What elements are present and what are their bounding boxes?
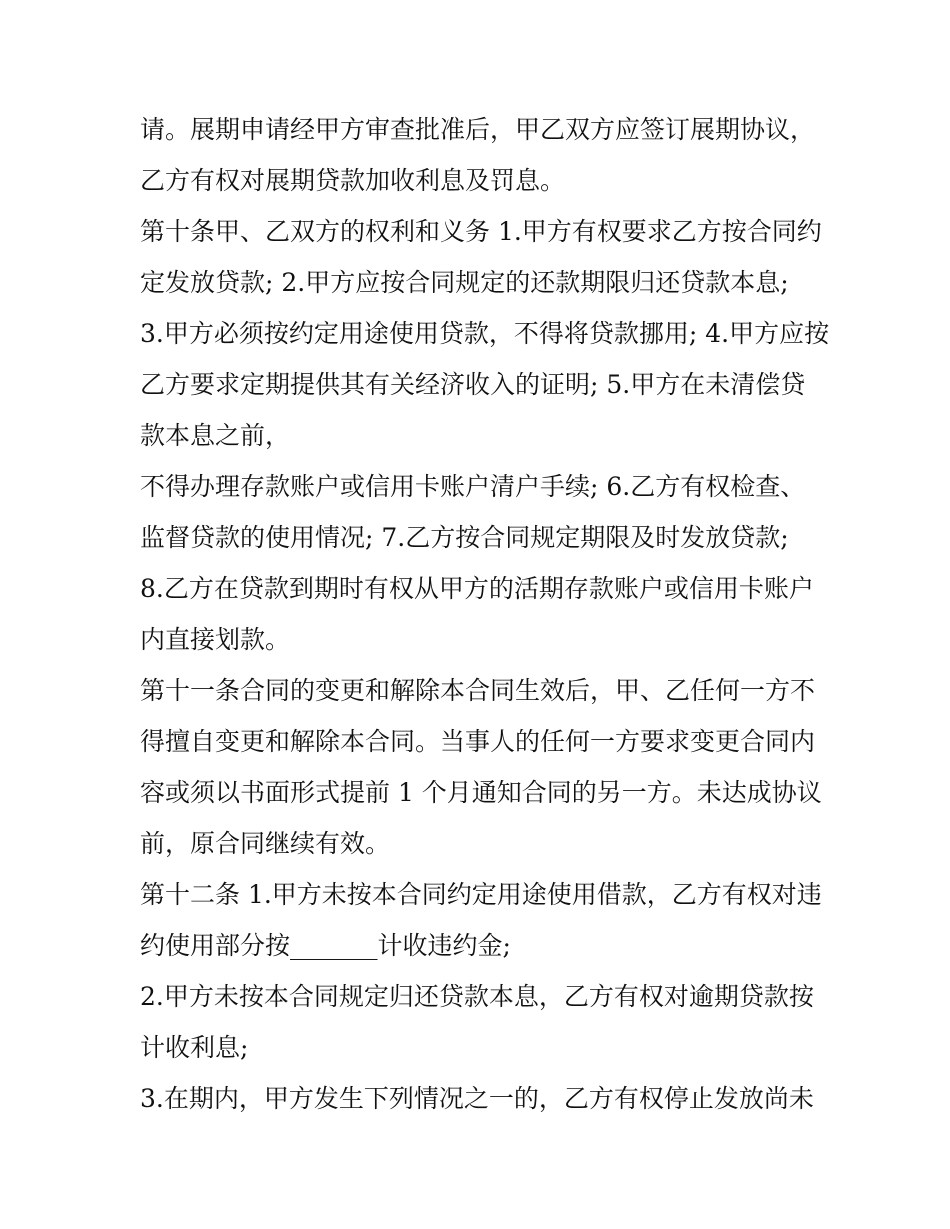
text-line: 乙方要求定期提供其有关经济收入的证明; 5.甲方在未清偿贷 [140, 370, 806, 399]
text-line: 内直接划款。 [140, 625, 291, 654]
text-line: 容或须以书面形式提前 1 个月通知合同的另一方。未达成协议 [140, 778, 822, 807]
text-line: 2.甲方未按本合同规定归还贷款本息，乙方有权对逾期贷款按 [140, 982, 814, 1011]
text-line: 3.在期内，甲方发生下列情况之一的，乙方有权停止发放尚未 [140, 1084, 814, 1113]
text-line: 定发放贷款; 2.甲方应按合同规定的还款期限归还贷款本息; [140, 268, 789, 297]
text-line: 8.乙方在贷款到期时有权从甲方的活期存款账户或信用卡账户 [140, 574, 814, 603]
text-line: 第十条甲、乙双方的权利和义务 1.甲方有权要求乙方按合同约 [140, 217, 822, 246]
text-line: 不得办理存款账户或信用卡账户清户手续; 6.乙方有权检查、 [140, 472, 806, 501]
text-line: 约使用部分按_______计收违约金; [140, 931, 511, 960]
text-line: 监督贷款的使用情况; 7.乙方按合同规定期限及时发放贷款; [140, 523, 789, 552]
text-line: 第十一条合同的变更和解除本合同生效后，甲、乙任何一方不 [140, 676, 816, 705]
text-line: 乙方有权对展期贷款加收利息及罚息。 [140, 166, 566, 195]
text-line: 3.甲方必须按约定用途使用贷款，不得将贷款挪用; 4.甲方应按 [140, 319, 830, 348]
text-line: 款本息之前， [140, 421, 291, 450]
text-line: 前，原合同继续有效。 [140, 829, 391, 858]
text-line: 第十二条 1.甲方未按本合同约定用途使用借款，乙方有权对违 [140, 880, 822, 909]
text-line: 得擅自变更和解除本合同。当事人的任何一方要求变更合同内 [140, 727, 816, 756]
text-line: 请。展期申请经甲方审查批准后，甲乙双方应签订展期协议， [140, 115, 816, 144]
text-line: 计收利息; [140, 1033, 249, 1062]
